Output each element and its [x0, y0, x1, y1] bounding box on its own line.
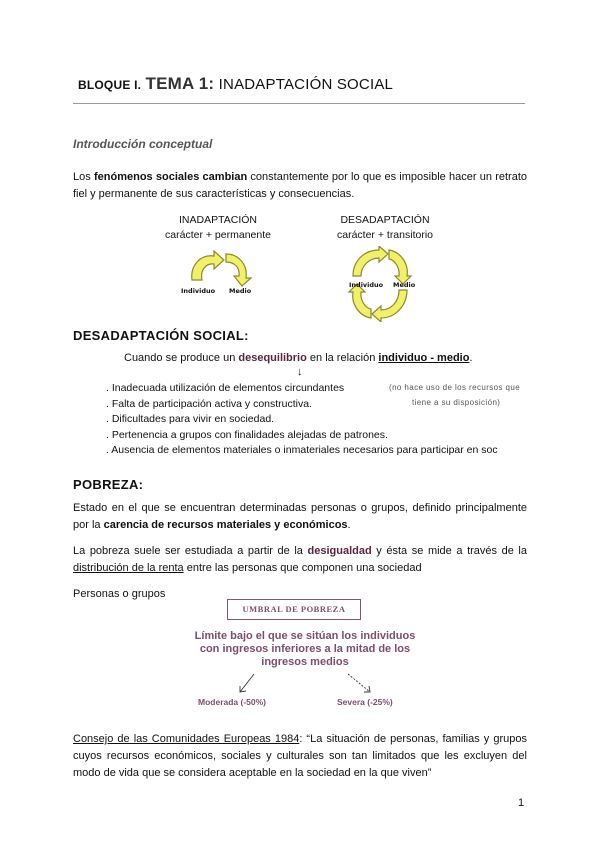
header-divider: [73, 103, 525, 104]
title-bloque: BLOQUE I.: [78, 78, 142, 92]
down-arrow-icon: ↓: [297, 366, 303, 378]
recursos-note-line1: (no hace uso de los recursos que: [389, 383, 521, 392]
limite-text: Límite bajo el que se sitúan los individuos con ingresos inferiores a la mitad de los ingresos medios: [194, 630, 416, 668]
title-tema: TEMA 1:: [145, 74, 215, 93]
intro-heading: Introducción conceptual: [73, 137, 213, 151]
intro-paragraph: Los fenómenos sociales cambian constantemente por lo que es imposible hacer un retrato fiel y permanente de sus características y consecuencias.: [73, 171, 528, 200]
recursos-note-line2: tiene a su disposición): [412, 398, 501, 407]
concept-desadaptacion-title: DESADAPTACIÓN: [340, 214, 430, 226]
list-item: . Falta de participación activa y constructiva.: [106, 397, 313, 410]
concept-inadaptacion-subtitle: carácter + permanente: [165, 229, 271, 241]
concept-desadaptacion-subtitle: carácter + transitorio: [337, 229, 433, 241]
title-rest: INADAPTACIÓN SOCIAL: [218, 76, 394, 93]
page-title: [78, 74, 393, 94]
severa-label: Severa (-25%): [337, 697, 393, 707]
inadaptacion-right-label: Medio: [229, 287, 252, 295]
consejo-quote: Consejo de las Comunidades Europeas 1984: “La situación de personas, familias y grupos cuyos recursos económicos, sociales y culturales son tan limitados que les excluyen del modo de vida que se considera aceptable en la sociedad en la que viven”: [73, 733, 527, 779]
branch-arrows-icon: [230, 672, 390, 698]
desadaptacion-right-label: Medio: [393, 281, 416, 289]
desadaptacion-left-label: Individuo: [349, 281, 384, 289]
personas-label: Personas o grupos: [73, 588, 166, 600]
inadaptacion-left-label: Individuo: [181, 287, 216, 295]
desequilibrio-sentence: Cuando se produce un desequilibrio en la relación individuo - medio.: [124, 352, 473, 364]
concept-inadaptacion-title: INADAPTACIÓN: [179, 214, 257, 226]
concept-inadaptacion: [148, 213, 288, 243]
list-item: . Inadecuada utilización de elementos circundantes: [106, 382, 345, 394]
list-item: . Pertenencia a grupos con finalidades alejadas de patrones.: [106, 428, 388, 441]
list-item: . Dificultades para vivir en sociedad.: [106, 413, 275, 425]
page-number: 1: [518, 797, 525, 809]
moderada-label: Moderada (-50%): [198, 697, 267, 707]
list-item: . Ausencia de elementos materiales o inmateriales necesarios para participar en soc: [106, 444, 498, 456]
pobreza-heading: POBREZA:: [73, 477, 144, 492]
desadaptacion-heading: DESADAPTACIÓN SOCIAL:: [73, 328, 249, 343]
pobreza-definition: Estado en el que se encuentran determinadas personas o grupos, definido principalmente por la carencia de recursos materiales y económicos.: [73, 502, 527, 531]
desigualdad-paragraph: La pobreza suele ser estudiada a partir de la desigualdad y ésta se mide a través de la distribución de la renta entre las personas que componen una sociedad: [73, 545, 527, 574]
concept-desadaptacion: [315, 213, 455, 243]
desadaptacion-list: [106, 381, 501, 459]
umbral-box: UMBRAL DE POBREZA: [227, 599, 361, 620]
